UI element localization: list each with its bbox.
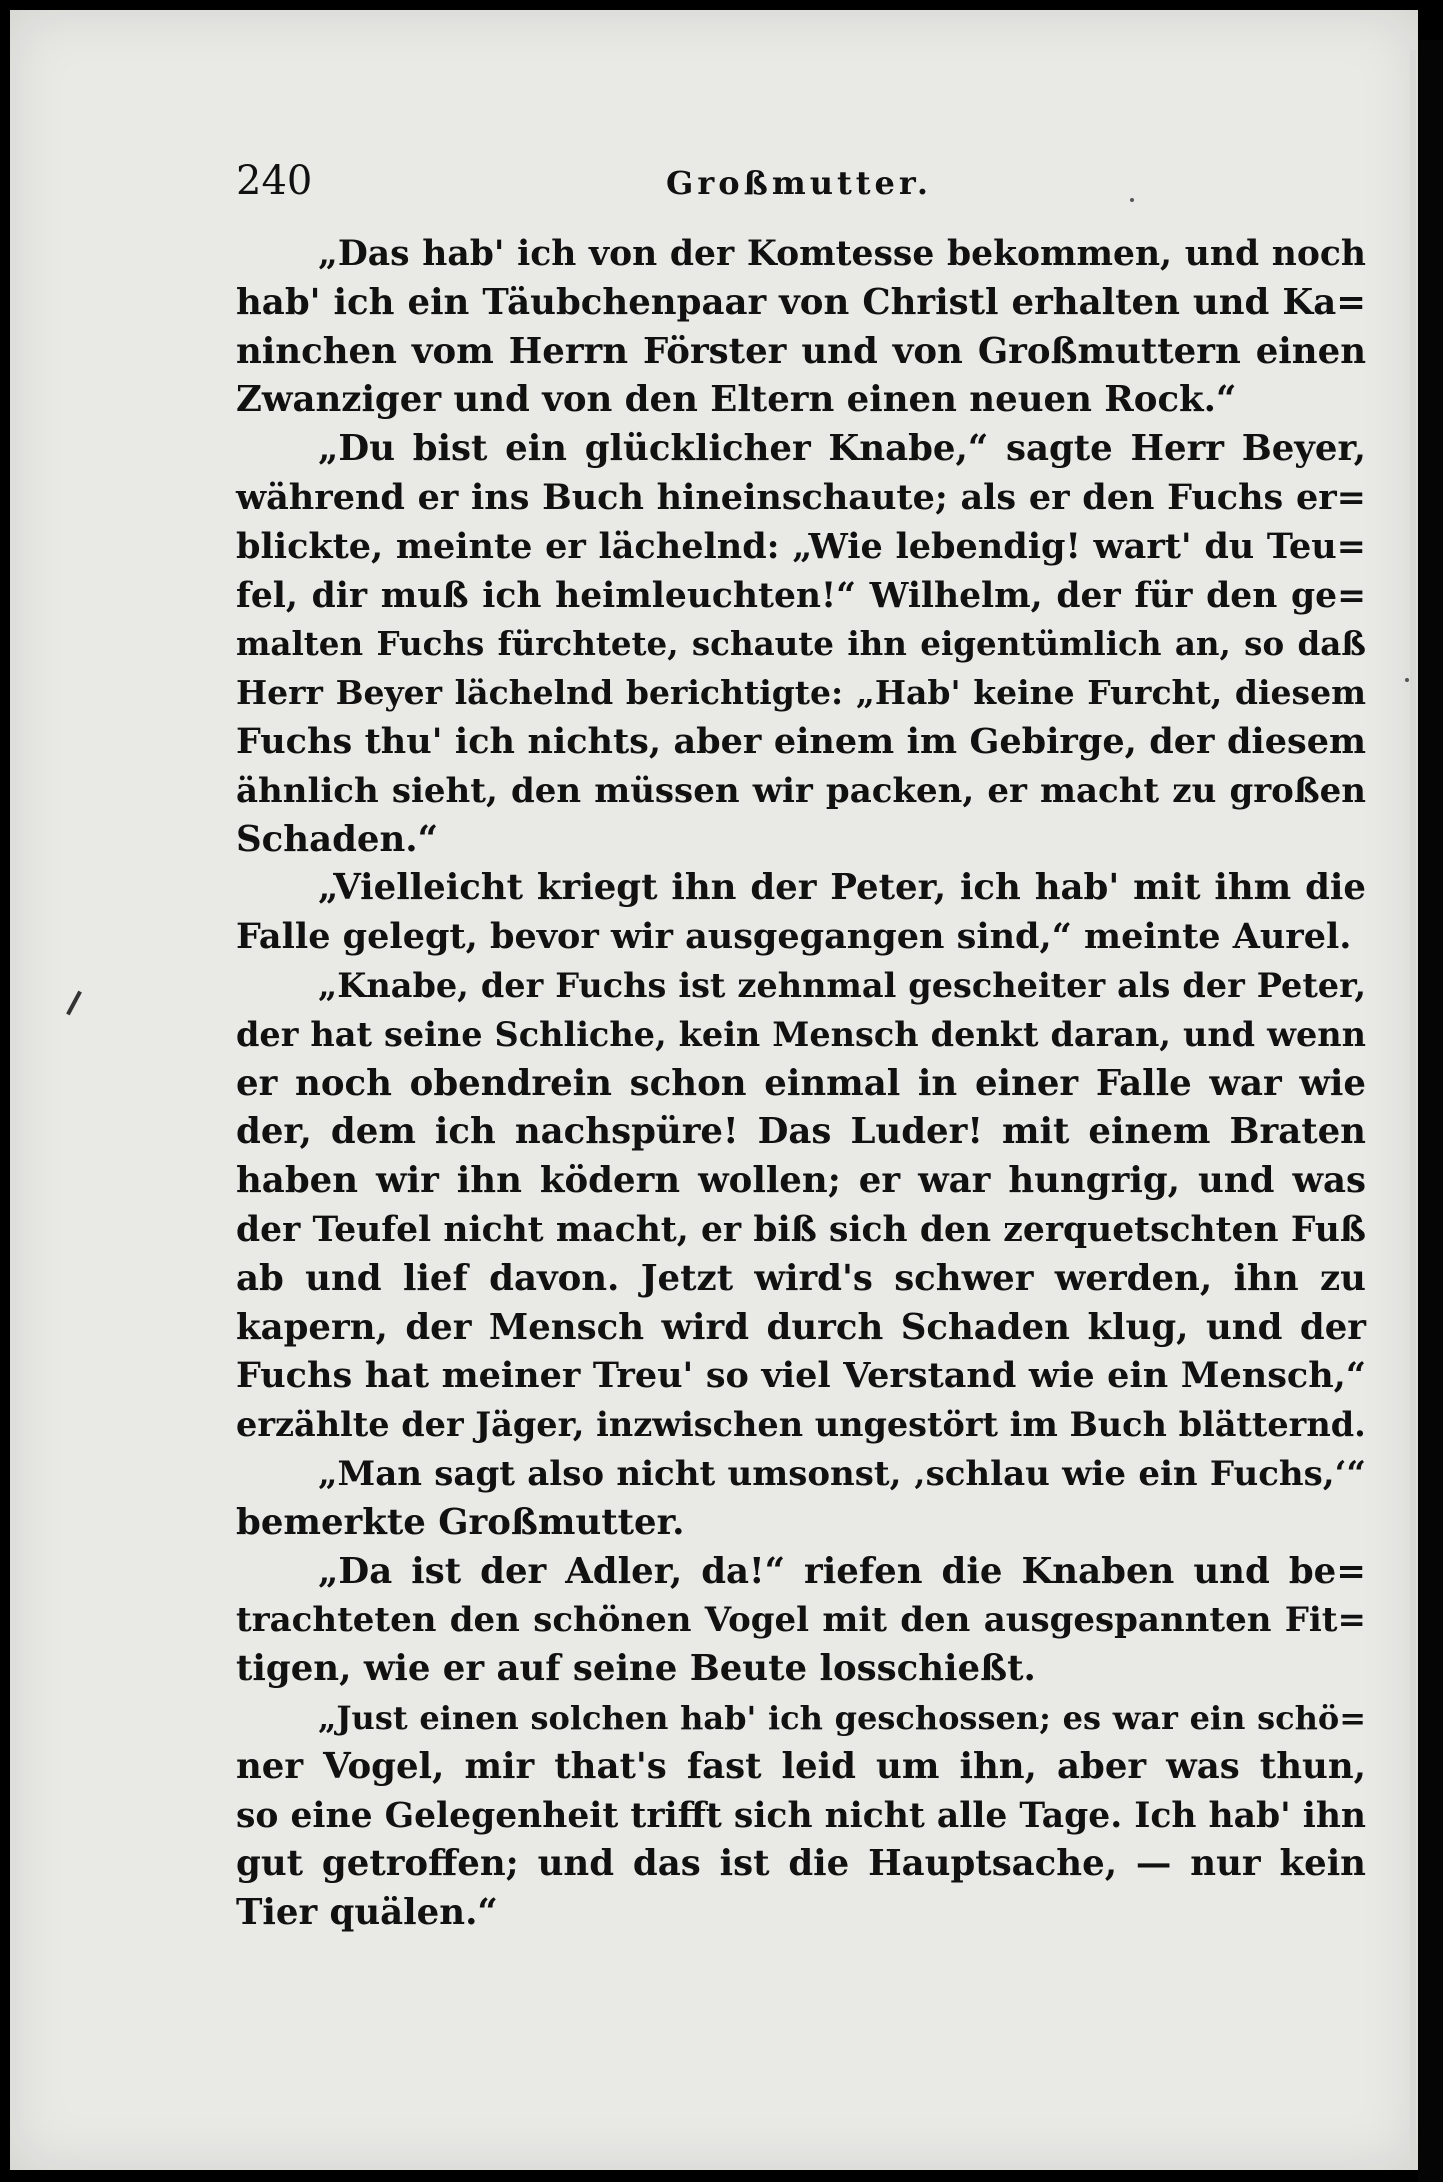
text-line: Herr Beyer lächelnd berichtigte: „Hab' keine Furcht, diesem — [236, 673, 1366, 713]
text-line: Fuchs hat meiner Treu' so viel Verstand wie ein Mensch,“ — [236, 1355, 1366, 1397]
text-line: Zwanziger und von den Eltern einen neuen Rock.“ — [236, 379, 1237, 421]
paragraph — [236, 1450, 1366, 1548]
text-line: Tier quälen.“ — [236, 1892, 498, 1934]
text-line: Schaden.“ — [236, 818, 439, 860]
text-line: „Das hab' ich von der Komtesse bekommen, und noch — [318, 234, 1366, 274]
text-line: Fuchs thu' ich nichts, aber einem im Gebirge, der diesem — [236, 720, 1366, 762]
paragraph — [236, 1548, 1366, 1694]
paragraph — [236, 425, 1366, 864]
text-line: malten Fuchs fürchtete, schaute ihn eigentümlich an, so daß — [236, 624, 1366, 664]
page-header — [236, 158, 1366, 218]
scan-border — [1418, 40, 1443, 2182]
text-line: während er ins Buch hineinschaute; als er den Fuchs er= — [236, 476, 1366, 518]
text-line: trachteten den schönen Vogel mit den ausgespannten Fit= — [236, 1600, 1366, 1641]
text-line: ninchen vom Herrn Förster und von Großmuttern einen — [236, 330, 1366, 372]
text-line: er noch obendrein schon einmal in einer Falle war wie — [236, 1062, 1366, 1104]
page-number: 240 — [236, 158, 313, 204]
text-line: so eine Gelegenheit trifft sich nicht alle Tage. Ich hab' ihn — [236, 1795, 1366, 1836]
text-line: blickte, meinte er lächelnd: „Wie lebendig! wart' du Teu= — [236, 525, 1366, 567]
paragraph — [236, 1694, 1366, 1938]
text-line: tigen, wie er auf seine Beute losschießt. — [236, 1648, 1036, 1690]
text-line: „Just einen solchen hab' ich geschossen; es war ein schö= — [318, 1698, 1366, 1737]
paragraph — [236, 864, 1366, 962]
text-line: „Da ist der Adler, da!“ riefen die Knaben und be= — [318, 1550, 1366, 1592]
text-line: der hat seine Schliche, kein Mensch denkt daran, und wenn — [236, 1014, 1366, 1054]
paper-speck — [1405, 678, 1409, 682]
running-head: Großmutter. — [666, 164, 932, 202]
text-line: „Du bist ein glücklicher Knabe,“ sagte Herr Beyer, — [318, 428, 1366, 470]
body-text — [236, 230, 1366, 1938]
text-line: „Knabe, der Fuchs ist zehnmal gescheiter als der Peter, — [318, 965, 1366, 1005]
text-line: „Man sagt also nicht umsonst, ‚schlau wie ein Fuchs,‘“ — [318, 1453, 1366, 1494]
text-line: ähnlich sieht, den müssen wir packen, er macht zu großen — [236, 770, 1366, 811]
text-line: der Teufel nicht macht, er biß sich den zerquetschten Fuß — [236, 1209, 1366, 1250]
text-line: „Vielleicht kriegt ihn der Peter, ich hab' mit ihm die — [318, 867, 1366, 909]
text-line: ner Vogel, mir that's fast leid um ihn, aber was thun, — [236, 1745, 1366, 1787]
text-line: haben wir ihn ködern wollen; er war hungrig, und was — [236, 1160, 1366, 1202]
text-line: erzählte der Jäger, inzwischen ungestört im Buch blätternd. — [236, 1405, 1366, 1445]
text-line: hab' ich ein Täubchenpaar von Christl erhalten und Ka= — [236, 281, 1366, 323]
text-line: Falle gelegt, bevor wir ausgegangen sind,“ meinte Aurel. — [236, 916, 1352, 958]
text-line: kapern, der Mensch wird durch Schaden klug, und der — [236, 1306, 1366, 1348]
paragraph — [236, 962, 1366, 1450]
text-line: der, dem ich nachspüre! Das Luder! mit einem Braten — [236, 1111, 1366, 1153]
text-line: bemerkte Großmutter. — [236, 1501, 685, 1543]
text-line: fel, dir muß ich heimleuchten!“ Wilhelm, der für den ge= — [236, 575, 1366, 616]
paragraph — [236, 230, 1366, 425]
text-line: gut getroffen; und das ist die Hauptsache, — nur kein — [236, 1843, 1366, 1885]
text-line: ab und lief davon. Jetzt wird's schwer werden, ihn zu — [236, 1257, 1366, 1299]
page-edge-highlight — [1410, 50, 1416, 2170]
